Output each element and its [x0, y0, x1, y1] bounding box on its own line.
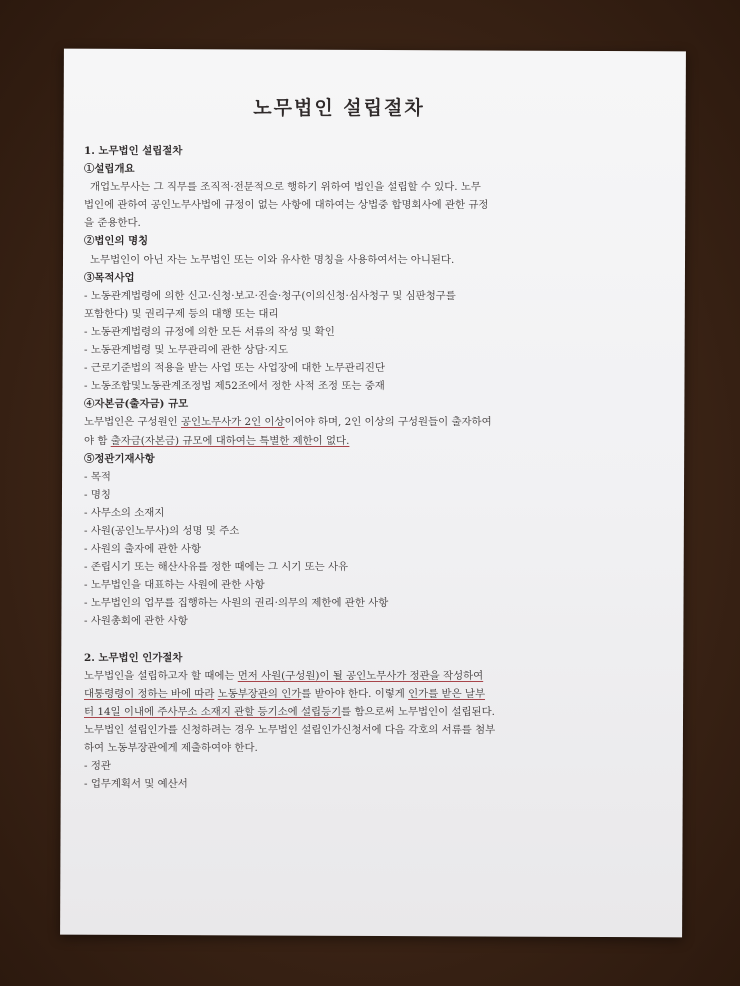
purpose-item: - 노동관계법령에 의한 신고·신청·보고·진술·청구(이의신청·심사청구 및 심판청구를	[84, 289, 456, 302]
articles-item: - 명칭	[84, 488, 111, 501]
purpose-item: - 노동관계법령 및 노무관리에 관한 상담·지도	[84, 344, 288, 357]
purpose-item: - 근로기준법의 적용을 받는 사업 또는 사업장에 대한 노무관리진단	[84, 362, 385, 375]
overview-line: 개업노무사는 그 직무를 조직적·전문적으로 행하기 위하여 법인을 설립할 수 있다. 노무	[90, 181, 481, 194]
purpose-item: - 노동조합및노동관계조정법 제52조에서 정한 사적 조정 또는 중재	[84, 380, 385, 393]
subsection-name-heading: ②법인의 명칭	[84, 235, 149, 248]
document-body	[84, 96, 594, 793]
capital-text: 노무법인은 구성원인	[84, 416, 181, 429]
subsection-articles-heading: ⑤정관기재사항	[84, 452, 155, 465]
approval-line: 노무법인 설립인가를 신청하려는 경우 노무법인 설립인가신청서에 다음 각호의 서류를 첨부	[84, 723, 496, 736]
required-document-item: - 업무계획서 및 예산서	[84, 778, 188, 791]
purpose-item: 포함한다) 및 권리구제 등의 대행 또는 대리	[84, 307, 279, 320]
articles-item: - 사원의 출자에 관한 사항	[84, 543, 202, 556]
articles-item: - 존립시기 또는 해산사유를 정한 때에는 그 시기 또는 사유	[84, 561, 349, 574]
section-2-heading: 2. 노무법인 인가절차	[84, 651, 183, 664]
approval-underlined-text: 먼저 사원(구성원)이 될 공인노무사가 정관을 작성하여	[237, 669, 484, 682]
approval-text: 노무법인을 설립하고자 할 때에는	[84, 669, 238, 682]
articles-item: - 목적	[84, 470, 111, 483]
approval-text: 를 받아야 한다. 이렇게	[301, 687, 409, 700]
approval-line	[84, 685, 594, 703]
purpose-item: - 노동관계법령의 규정에 의한 모든 서류의 작성 및 확인	[84, 325, 335, 338]
approval-underlined-text: 노동부장관의 인가	[217, 687, 302, 700]
capital-line	[84, 432, 594, 450]
articles-item: - 노무법인을 대표하는 사원에 관한 사항	[84, 579, 265, 592]
articles-item: - 사무소의 소재지	[84, 506, 165, 519]
articles-item: - 사원(공인노무사)의 성명 및 주소	[84, 524, 240, 537]
subsection-overview-heading: ①설립개요	[84, 163, 135, 176]
section-spacer	[84, 631, 594, 649]
capital-underlined-text: 공인노무사가 2인 이상	[180, 416, 285, 429]
overview-line: 법인에 관하여 공인노무사법에 규정이 없는 사항에 대하여는 상법중 합명회사에 관한 규정	[84, 199, 489, 212]
document-title: 노무법인 설립절차	[253, 97, 425, 119]
approval-underlined-text: 대통령령이 정하는 바에 따라	[84, 687, 215, 700]
capital-line	[84, 413, 594, 431]
capital-text: 이어야 하며, 2인 이상의 구성원들이 출자하여	[284, 416, 492, 429]
section-1-heading: 1. 노무법인 설립절차	[84, 145, 183, 157]
approval-line	[84, 667, 594, 685]
approval-text: 를 함으로써 노무법인이 설립된다.	[341, 705, 495, 718]
approval-underlined-text: 터 14일 이내에 주사무소 소재지 관할 등기소에 설립등기	[84, 705, 342, 718]
capital-text: 야 함	[84, 434, 111, 447]
name-rule-line: 노무법인이 아닌 자는 노무법인 또는 이와 유사한 명칭을 사용하여서는 아니된다.	[90, 253, 455, 266]
approval-underlined-text: 인가를 받은 날부	[408, 687, 486, 700]
subsection-capital-heading: ④자본금(출자금) 규모	[84, 398, 189, 411]
approval-line: 하여 노동부장관에게 제출하여야 한다.	[84, 742, 258, 754]
required-document-item: - 정관	[84, 760, 111, 773]
capital-underlined-text: 출자금(자본금) 규모에 대하여는 특별한 제한이 없다.	[110, 434, 350, 447]
articles-item: - 사원총회에 관한 사항	[84, 615, 188, 628]
overview-line: 을 준용한다.	[84, 217, 141, 230]
articles-item: - 노무법인의 업무를 집행하는 사원의 권리·의무의 제한에 관한 사항	[84, 597, 389, 610]
approval-line	[84, 703, 594, 721]
subsection-purpose-heading: ③목적사업	[84, 271, 135, 284]
